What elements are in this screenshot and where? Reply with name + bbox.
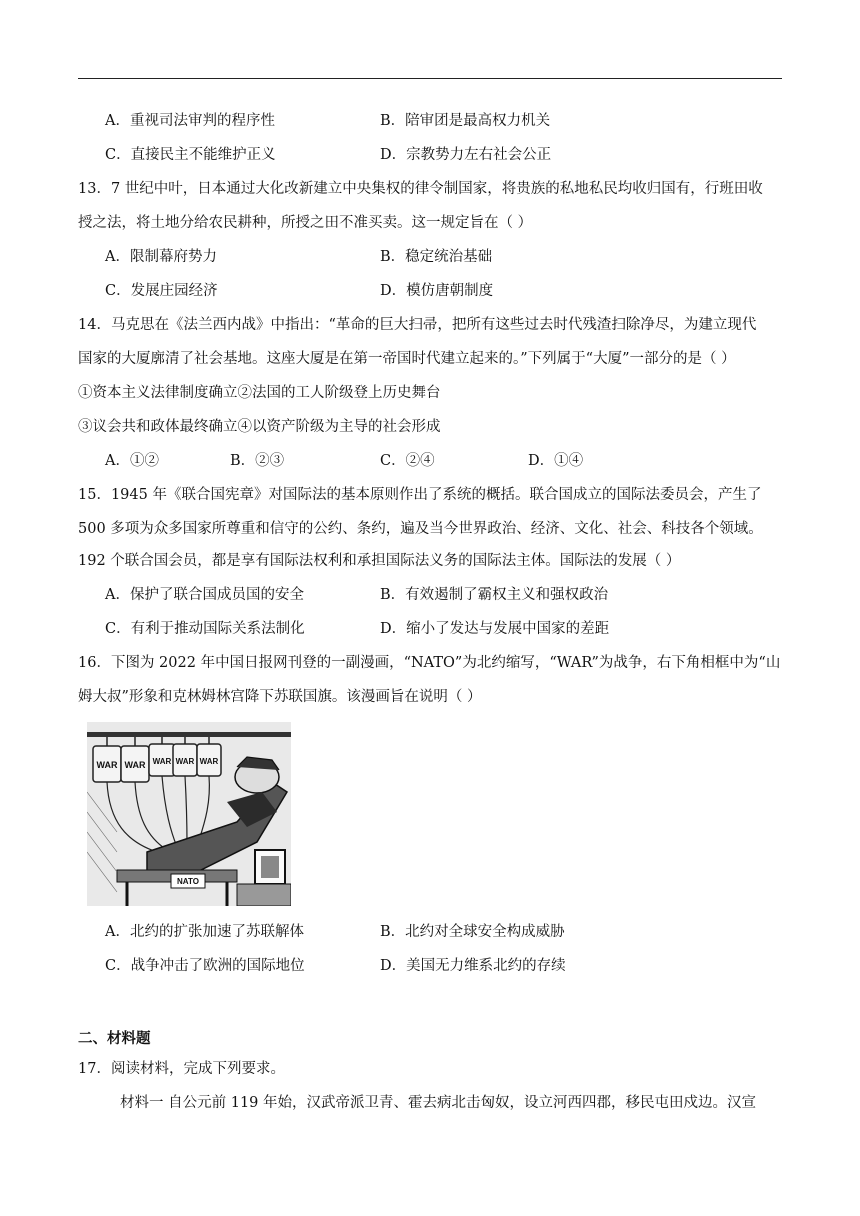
svg-text:WAR: WAR <box>124 760 146 770</box>
q14-option-b[interactable]: B．②③ <box>230 453 285 469</box>
q12-option-d[interactable]: D．宗教势力左右社会公正 <box>380 147 552 163</box>
q14-item-line-1: ①资本主义法律制度确立②法国的工人阶级登上历史舞台 <box>78 385 441 401</box>
q16-stem-line-2: 姆大叔”形象和克林姆林宫降下苏联国旗。该漫画旨在说明（ ） <box>78 689 482 705</box>
q14-option-c[interactable]: C．②④ <box>380 453 435 469</box>
q15-stem-line-3: 192 个联合国会员，都是享有国际法权利和承担国际法义务的国际法主体。国际法的发展（ ） <box>78 553 681 569</box>
q15-option-b[interactable]: B．有效遏制了霸权主义和强权政治 <box>380 587 609 603</box>
q13-option-d[interactable]: D．模仿唐朝制度 <box>380 283 494 299</box>
q15-stem-line-2: 500 多项为众多国家所尊重和信守的公约、条约，遍及当今世界政治、经济、文化、社会、科技各个领域。 <box>78 521 763 537</box>
svg-text:WAR: WAR <box>199 757 219 766</box>
nato-tag <box>171 874 205 888</box>
header-rule <box>78 78 782 79</box>
q16-stem-line-1: 16．下图为 2022 年中国日报网刊登的一副漫画，“NATO”为北约缩写，“WAR”为战争，右下角相框中为“山 <box>78 655 781 671</box>
q14-option-d[interactable]: D．①④ <box>528 453 584 469</box>
q16-option-b[interactable]: B．北约对全球安全构成威胁 <box>380 924 565 940</box>
q12-option-b[interactable]: B．陪审团是最高权力机关 <box>380 113 551 129</box>
q13-stem-line-1: 13．7 世纪中叶，日本通过大化改新建立中央集权的律令制国家，将贵族的私地私民均收归国有，行班田收 <box>78 181 763 197</box>
q13-stem-line-2: 授之法，将土地分给农民耕种，所授之田不准买卖。这一规定旨在（ ） <box>78 215 533 231</box>
svg-text:NATO: NATO <box>177 877 199 886</box>
q12-option-a[interactable]: A．重视司法审判的程序性 <box>105 113 275 129</box>
svg-text:WAR: WAR <box>175 757 195 766</box>
q16-option-d[interactable]: D．美国无力维系北约的存续 <box>380 958 566 974</box>
q15-option-d[interactable]: D．缩小了发达与发展中国家的差距 <box>380 621 610 637</box>
q17-stem: 17．阅读材料，完成下列要求。 <box>78 1061 285 1077</box>
svg-text:WAR: WAR <box>152 757 172 766</box>
q15-stem-line-1: 15．1945 年《联合国宪章》对国际法的基本原则作出了系统的概括。联合国成立的国际法委员会，产生了 <box>78 487 762 503</box>
q16-option-c[interactable]: C．战争冲击了欧洲的国际地位 <box>105 958 305 974</box>
q15-option-c[interactable]: C．有利于推动国际关系法制化 <box>105 621 305 637</box>
q15-option-a[interactable]: A．保护了联合国成员国的安全 <box>105 587 304 603</box>
q14-item-line-2: ③议会共和政体最终确立④以资产阶级为主导的社会形成 <box>78 419 441 435</box>
section-2-title: 二、材料题 <box>78 1030 151 1047</box>
q14-stem-line-2: 国家的大厦廓清了社会基地。这座大厦是在第一帝国时代建立起来的。”下列属于“大厦”一部分的是（ ） <box>78 351 736 367</box>
nato-war-cartoon-image <box>87 722 291 906</box>
q13-option-b[interactable]: B．稳定统治基础 <box>380 249 493 265</box>
q12-option-c[interactable]: C．直接民主不能维护正义 <box>105 147 276 163</box>
q14-stem-line-1: 14．马克思在《法兰西内战》中指出：“革命的巨大扫帚，把所有这些过去时代残渣扫除净尽，为建立现代 <box>78 317 757 333</box>
q13-option-c[interactable]: C．发展庄园经济 <box>105 283 218 299</box>
q17-material-line-1: 材料一 自公元前 119 年始，汉武帝派卫青、霍去病北击匈奴，设立河西四郡，移民屯田戍边。汉宣 <box>120 1095 756 1111</box>
q13-option-a[interactable]: A．限制幕府势力 <box>105 249 217 265</box>
q16-option-a[interactable]: A．北约的扩张加速了苏联解体 <box>105 924 304 940</box>
svg-text:WAR: WAR <box>96 760 118 770</box>
q14-option-a[interactable]: A．①② <box>105 453 159 469</box>
